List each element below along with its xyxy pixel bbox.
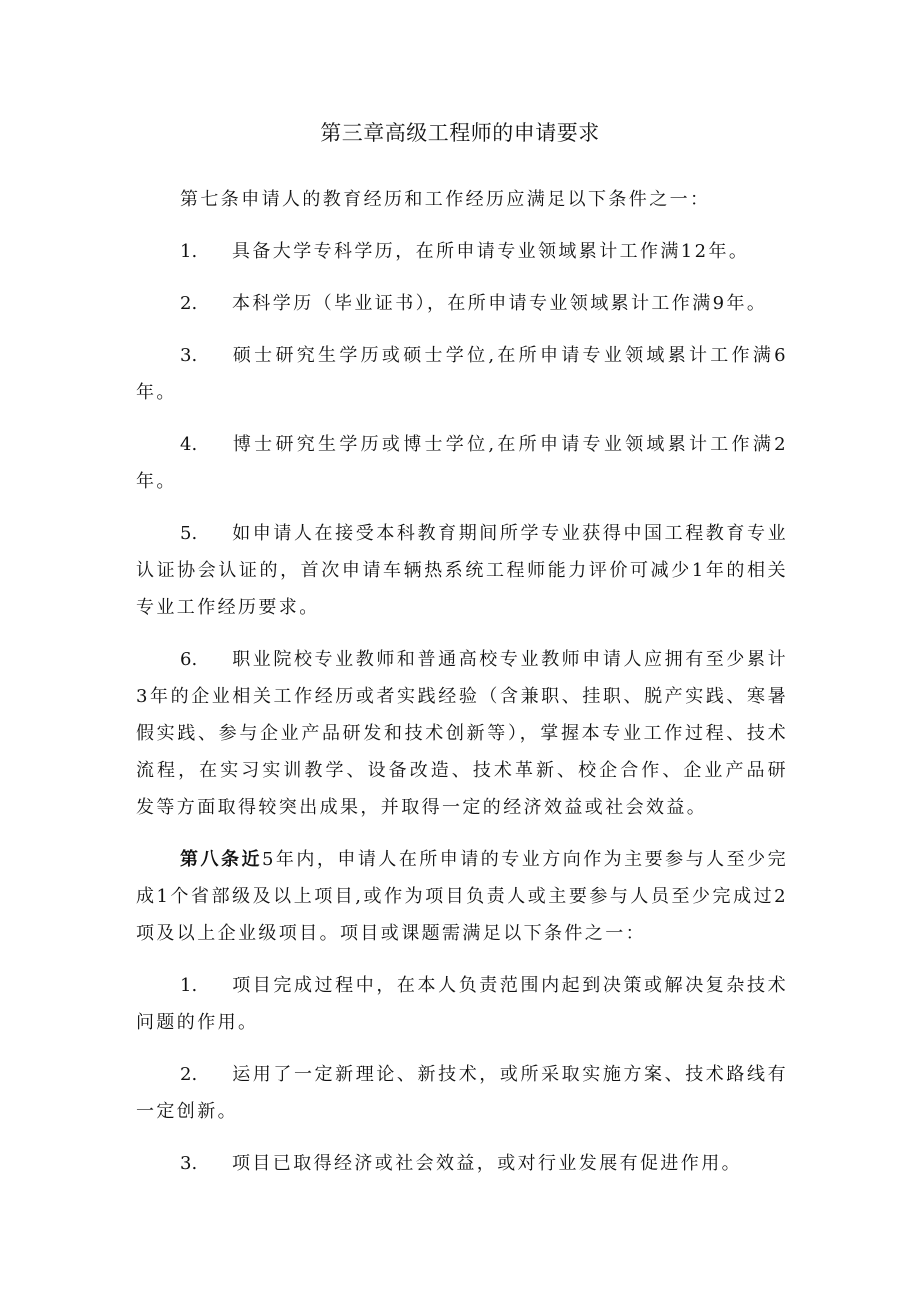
- article-8-label: 第八条近: [180, 849, 262, 870]
- article-8-item-3: [136, 1145, 788, 1182]
- article-8-text: 5年内，申请人在所申请的专业方向作为主要参与人至少完成1个省部级及以上项目,或作为项目负责人或主要参与人员至少完成过2项及以上企业级项目。项目或课题需满足以下条件之一：: [136, 849, 788, 944]
- article-7-item-3: [136, 337, 788, 411]
- item-number: 3.: [180, 345, 198, 366]
- chapter-title: 第三章高级工程师的申请要求: [320, 121, 600, 145]
- document-body: [136, 181, 788, 1197]
- item-text: 本科学历（毕业证书），在所申请专业领域累计工作满9年。: [232, 293, 768, 314]
- item-number: 2.: [180, 293, 198, 314]
- item-number: 5.: [180, 523, 198, 544]
- article-7-item-6: [136, 641, 788, 826]
- item-number: 2.: [180, 1064, 198, 1085]
- article-7-item-1: [136, 233, 788, 270]
- item-number: 4.: [180, 434, 198, 455]
- article-7-intro: 第七条申请人的教育经历和工作经历应满足以下条件之一：: [180, 189, 711, 210]
- item-text: 博士研究生学历或博士学位,在所申请专业领域累计工作满2年。: [136, 434, 788, 492]
- article-7-item-5: [136, 515, 788, 626]
- article-7-item-2: [136, 285, 788, 322]
- item-number: 1.: [180, 975, 198, 996]
- article-8-item-2: [136, 1056, 788, 1130]
- item-text: 项目完成过程中，在本人负责范围内起到决策或解决复杂技术问题的作用。: [136, 975, 788, 1033]
- article-8-item-1: [136, 967, 788, 1041]
- article-8-intro: [136, 841, 788, 952]
- item-number: 6.: [180, 649, 198, 670]
- item-text: 项目已取得经济或社会效益，或对行业发展有促进作用。: [232, 1153, 742, 1174]
- item-text: 具备大学专科学历，在所申请专业领域累计工作满12年。: [232, 241, 750, 262]
- item-text: 运用了一定新理论、新技术，或所采取实施方案、技术路线有一定创新。: [136, 1064, 788, 1122]
- article-7-item-4: [136, 426, 788, 500]
- item-text: 硕士研究生学历或硕士学位,在所申请专业领域累计工作满6年。: [136, 345, 788, 403]
- item-text: 如申请人在接受本科教育期间所学专业获得中国工程教育专业认证协会认证的，首次申请车辆热系统工程师能力评价可减少1年的相关专业工作经历要求。: [136, 523, 788, 618]
- item-number: 1.: [180, 241, 198, 262]
- item-text: 职业院校专业教师和普通高校专业教师申请人应拥有至少累计3年的企业相关工作经历或者实践经验（含兼职、挂职、脱产实践、寒暑假实践、参与企业产品研发和技术创新等），掌握本专业工作过程、技术流程，在实习实训教学、设备改造、技术革新、校企合作、企业产品研发等方面取得较突出成果，并取得一定的经济效益或社会效益。: [136, 649, 788, 818]
- item-number: 3.: [180, 1153, 198, 1174]
